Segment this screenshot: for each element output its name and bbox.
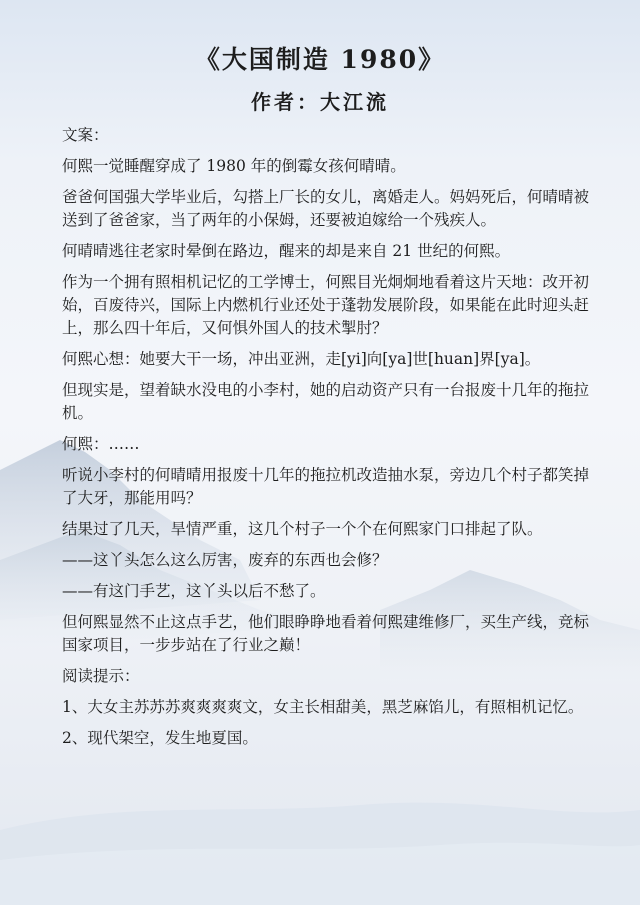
book-title: 《大国制造 1980》 — [194, 45, 446, 74]
paragraph: 作为一个拥有照相机记忆的工学博士，何熙目光炯炯地看着这片天地：改开初始，百废待兴，国际上内燃机行业还处于蓬勃发展阶段，如果能在此时迎头赶上，那么四十年后，又何惧外国人的技术掣肘？ — [62, 273, 590, 337]
paragraph: 何熙一觉睡醒穿成了 1980 年的倒霉女孩何晴晴。 — [62, 157, 406, 175]
paragraph: 2、现代架空，发生地夏国。 — [62, 729, 258, 747]
paragraph: 1、大女主苏苏苏爽爽爽爽文，女主长相甜美，黑芝麻馅儿，有照相机记忆。 — [62, 698, 584, 716]
paragraph: ——有这门手艺，这丫头以后不愁了。 — [62, 582, 326, 600]
paragraph: 何熙：…… — [62, 435, 140, 453]
paragraph: 何晴晴逃往老家时晕倒在路边，醒来的却是来自 21 世纪的何熙。 — [62, 242, 511, 260]
paragraph: 结果过了几天，旱情严重，这几个村子一个个在何熙家门口排起了队。 — [62, 520, 543, 538]
paragraph: 听说小李村的何晴晴用报废十几年的拖拉机改造抽水泵，旁边几个村子都笑掉了大牙，那能用吗？ — [62, 466, 590, 507]
paragraph: 何熙心想：她要大干一场，冲出亚洲，走[yi]向[ya]世[huan]界[ya]。 — [62, 350, 541, 368]
synopsis-body — [62, 124, 602, 758]
paragraph: 阅读提示： — [62, 667, 140, 685]
paragraph: 爸爸何国强大学毕业后，勾搭上厂长的女儿，离婚走人。妈妈死后，何晴晴被送到了爸爸家，当了两年的小保姆，还要被迫嫁给一个残疾人。 — [62, 188, 590, 229]
author-line: 作者：大江流 — [251, 90, 389, 114]
paragraph: 但现实是，望着缺水没电的小李村，她的启动资产只有一台报废十几年的拖拉机。 — [62, 381, 590, 422]
paragraph: 文案： — [62, 126, 109, 144]
paragraph: ——这丫头怎么这么厉害，废弃的东西也会修？ — [62, 551, 388, 569]
paragraph: 但何熙显然不止这点手艺，他们眼睁睁地看着何熙建维修厂，买生产线，竞标国家项目，一步步站在了行业之巅！ — [62, 613, 590, 654]
